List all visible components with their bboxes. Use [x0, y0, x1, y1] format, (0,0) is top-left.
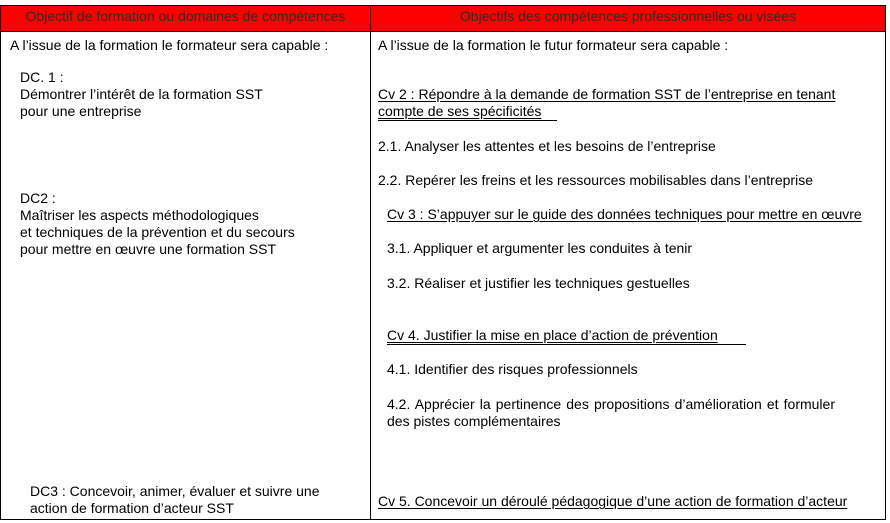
left-intro: A l’issue de la formation le formateur sera capable : [10, 37, 329, 53]
cv4-underline-extension [387, 344, 746, 345]
cv4-heading: Cv 4. Justifier la mise en place d’action de prévention [387, 327, 718, 343]
header-right-cell: Objectifs des compétences professionnelles ou visées [459, 8, 797, 24]
cv3-heading: Cv 3 : S’appuyer sur le guide des données techniques pour mettre en œuvre [387, 206, 862, 222]
item-3-2: 3.2. Réaliser et justifier les techniques gestuelles [387, 275, 690, 291]
item-2-2: 2.2. Repérer les freins et les ressources mobilisables dans l’entreprise [378, 172, 813, 188]
dc2-text-line2: et techniques de la prévention et du secours [20, 224, 295, 240]
column-divider [370, 6, 371, 519]
item-4-2: 4.2. Apprécier la pertinence des propositions d’amélioration et formuler des pistes complémentaires [387, 396, 835, 429]
dc2-text-line3: pour mettre en œuvre une formation SST [20, 241, 276, 257]
dc3-text-line1: DC3 : Concevoir, animer, évaluer et suivre une [30, 483, 320, 499]
dc1-text-line2: pour une entreprise [20, 103, 142, 119]
competences-table [0, 5, 886, 520]
dc1-title: DC. 1 : [20, 69, 64, 85]
cv2-heading-line1: Cv 2 : Répondre à la demande de formation SST de l’entreprise en tenant [378, 86, 836, 102]
cv2-underline-extension [378, 120, 557, 121]
right-intro: A l’issue de la formation le futur formateur sera capable : [378, 37, 729, 53]
dc2-title: DC2 : [20, 190, 56, 206]
item-4-1: 4.1. Identifier des risques professionnels [387, 361, 638, 377]
table-header-row [1, 6, 885, 32]
dc1-text-line1: Démontrer l’intérêt de la formation SST [20, 86, 263, 102]
cv5-heading: Cv 5. Concevoir un déroulé pédagogique d’une action de formation d’acteur [378, 493, 848, 509]
item-3-1: 3.1. Appliquer et argumenter les conduites à tenir [387, 240, 693, 256]
dc3-text-line2: action de formation d’acteur SST [30, 500, 234, 516]
cv2-heading-line2: compte de ses spécificités [378, 103, 542, 119]
dc2-text-line1: Maîtriser les aspects méthodologiques [20, 207, 259, 223]
header-left-cell: Objectif de formation ou domaines de compétences [25, 8, 346, 24]
item-2-1: 2.1. Analyser les attentes et les besoins de l’entreprise [378, 138, 716, 154]
